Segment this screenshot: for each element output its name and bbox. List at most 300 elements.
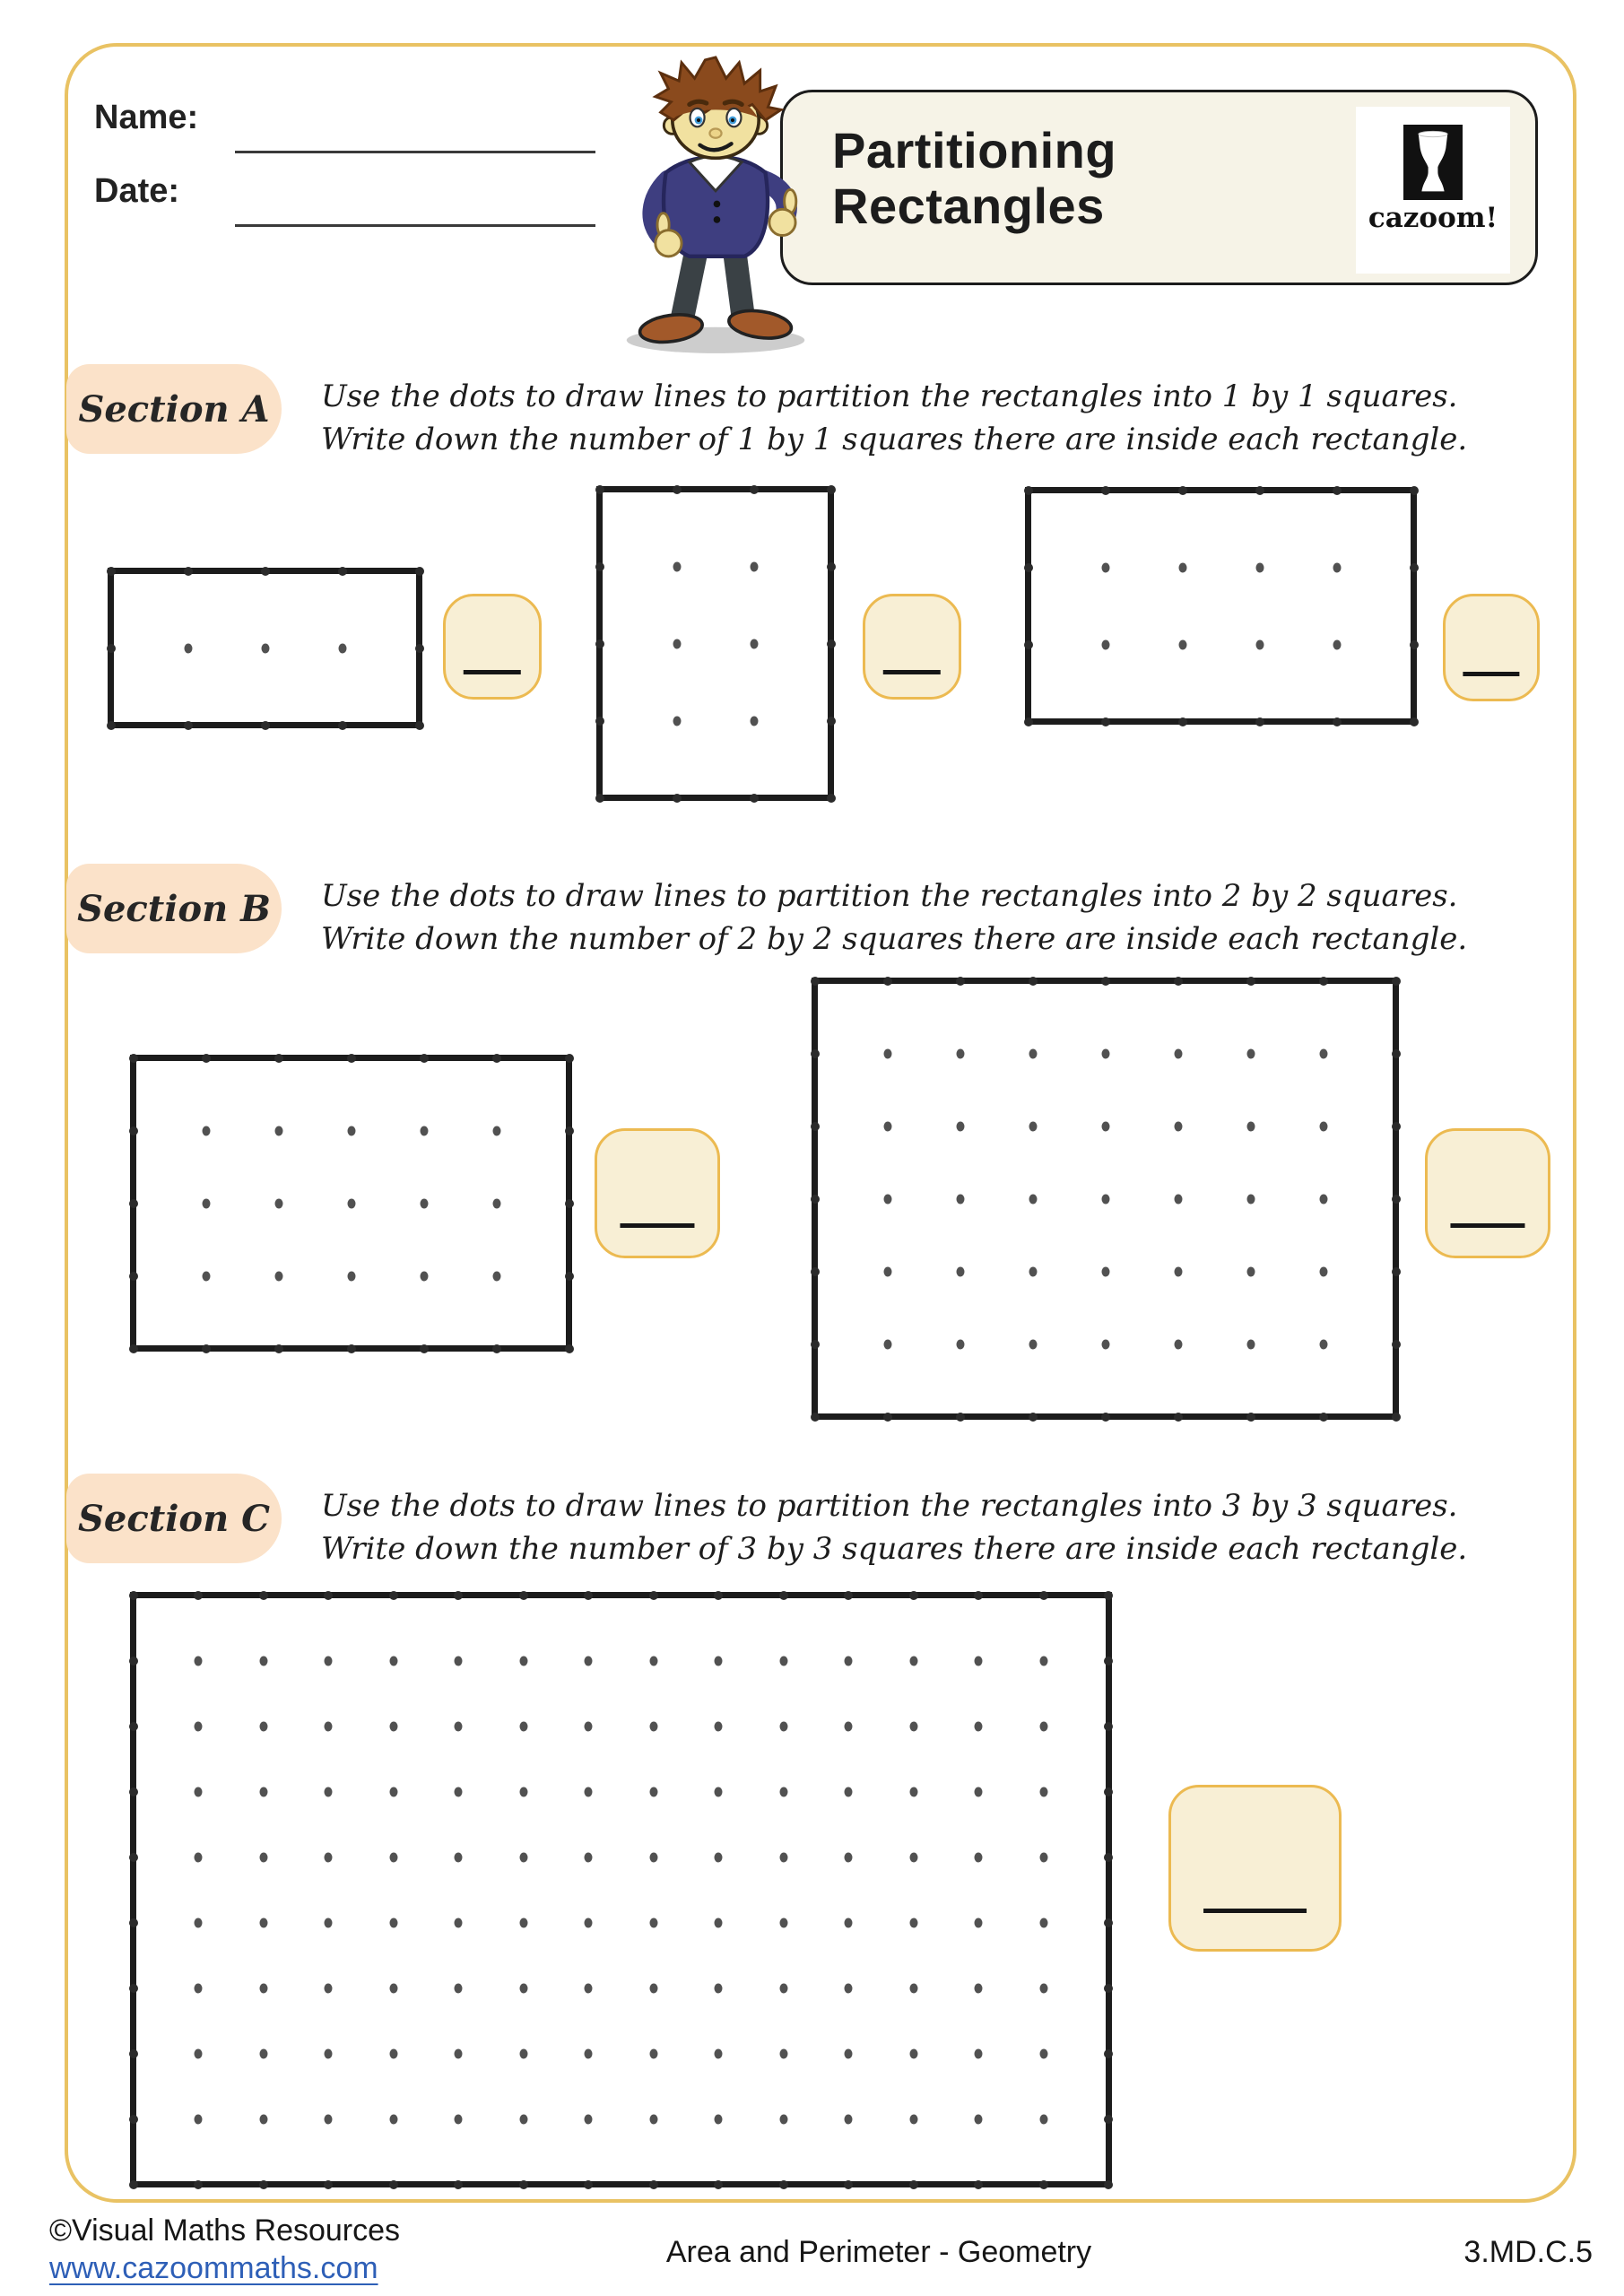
date-label: Date: [94,172,180,210]
grid-dot [259,1787,267,1796]
grid-dot [325,2048,333,2058]
answer-blank-line-a2[interactable] [883,670,941,674]
edge-dot [811,1122,820,1131]
edge-dot [1039,1591,1048,1600]
grid-dot [845,1721,853,1731]
answer-box-c1[interactable] [1168,1785,1342,1952]
section-b-instructions [321,874,1505,961]
grid-dot [389,2048,397,2058]
edge-dot [1392,1195,1401,1204]
edge-dot [1024,718,1033,726]
grid-dot [1101,562,1109,572]
grid-dot [389,1721,397,1731]
edge-dot [595,485,604,494]
answer-box-a3[interactable] [1443,594,1540,701]
edge-dot [194,1591,203,1600]
edge-dot [827,562,836,571]
edge-dot [956,1413,965,1422]
edge-dot [415,567,424,576]
section-a-instructions [321,375,1505,461]
edge-dot [909,1591,918,1600]
grid-dot [779,1787,787,1796]
grid-dot [585,1721,593,1731]
edge-dot [1104,1984,1113,1993]
grid-dot [519,1656,527,1665]
section-a-instruction-line-2: Write down the number of 1 by 1 squares there are inside each rectangle. [321,422,1468,457]
grid-dot [202,1271,210,1281]
edge-dot [1174,1413,1183,1422]
edge-dot [129,1054,138,1063]
edge-dot [274,1054,283,1063]
partition-rectangle-b2[interactable] [812,978,1399,1420]
answer-box-a2[interactable] [863,594,961,700]
edge-dot [1410,640,1419,649]
edge-dot [595,639,604,648]
grid-dot [585,1656,593,1665]
edge-dot [974,2180,983,2189]
edge-dot [324,1591,333,1600]
edge-dot [389,2180,398,2189]
edge-dot [565,1126,574,1135]
grid-dot [389,1787,397,1796]
grid-dot [519,1852,527,1862]
grid-dot [195,1852,203,1862]
grid-dot [1246,1266,1255,1276]
edge-dot [750,485,759,494]
edge-dot [324,2180,333,2189]
grid-dot [420,1198,428,1208]
edge-dot [565,1054,574,1063]
grid-dot [1029,1194,1037,1204]
edge-dot [1104,1787,1113,1796]
mascot-boy-icon [585,52,847,353]
grid-dot [1319,1121,1327,1131]
mascot-boy-illustration [585,52,847,353]
grid-dot [1319,1048,1327,1058]
edge-dot [261,721,270,730]
grid-dot [909,1852,917,1862]
edge-dot [129,2180,138,2189]
grid-dot [519,1787,527,1796]
edge-dot [129,1918,138,1927]
section-c-instruction-line-1: Use the dots to draw lines to partition the rectangles into 3 by 3 squares. [321,1488,1458,1524]
edge-dot [129,1787,138,1796]
grid-dot [1319,1194,1327,1204]
grid-dot [325,2114,333,2124]
footer-website-link[interactable]: www.cazoommaths.com [49,2251,378,2285]
grid-dot [715,1656,723,1665]
grid-dot [750,561,758,571]
edge-dot [1104,2049,1113,2058]
grid-dot [845,1656,853,1665]
grid-dot [325,1787,333,1796]
grid-dot [259,1918,267,1927]
grid-dot [1039,1918,1047,1927]
grid-dot [1246,1048,1255,1058]
edge-dot [194,2180,203,2189]
grid-dot [779,1918,787,1927]
answer-blank-line-b2[interactable] [1450,1223,1524,1228]
edge-dot [1246,1413,1255,1422]
edge-dot [1104,1722,1113,1731]
grid-dot [274,1198,282,1208]
grid-dot [779,1721,787,1731]
edge-dot [492,1054,501,1063]
grid-dot [325,1983,333,1993]
grid-dot [325,1852,333,1862]
grid-dot [195,1721,203,1731]
grid-dot [1174,1048,1182,1058]
grid-dot [261,643,269,653]
grid-dot [975,1787,983,1796]
grid-dot [649,1983,657,1993]
edge-dot [1101,486,1110,495]
grid-dot [845,1983,853,1993]
grid-dot [909,1721,917,1731]
grid-dot [585,1918,593,1927]
edge-dot [107,721,116,730]
grid-dot [1174,1121,1182,1131]
grid-dot [1333,639,1341,649]
grid-dot [347,1271,355,1281]
grid-dot [259,2048,267,2058]
edge-dot [779,2180,788,2189]
edge-dot [129,1126,138,1135]
edge-dot [259,1591,268,1600]
edge-dot [1101,977,1110,986]
grid-dot [274,1126,282,1135]
edge-dot [1029,1413,1038,1422]
edge-dot [129,1657,138,1665]
edge-dot [827,794,836,803]
grid-dot [673,561,681,571]
partition-rectangle-a1[interactable] [108,568,422,728]
grid-dot [338,643,346,653]
grid-dot [519,1983,527,1993]
grid-dot [715,2114,723,2124]
grid-dot [1101,1339,1109,1349]
grid-dot [1039,1721,1047,1731]
grid-dot [779,2114,787,2124]
grid-dot [975,1983,983,1993]
grid-dot [1101,1121,1109,1131]
edge-dot [1024,563,1033,572]
grid-dot [325,1656,333,1665]
grid-dot [184,643,192,653]
edge-dot [595,717,604,726]
grid-dot [715,1983,723,1993]
edge-dot [673,794,682,803]
edge-dot [673,485,682,494]
name-label: Name: [94,99,199,136]
grid-dot [259,1852,267,1862]
grid-dot [585,2048,593,2058]
edge-dot [811,1413,820,1422]
cazoom-logo-text: cazoom! [1368,202,1498,234]
grid-dot [975,1852,983,1862]
grid-dot [909,2048,917,2058]
edge-dot [129,1272,138,1281]
grid-dot [649,2114,657,2124]
edge-dot [261,567,270,576]
grid-dot [779,1983,787,1993]
grid-dot [1246,1194,1255,1204]
grid-dot [347,1198,355,1208]
edge-dot [956,977,965,986]
partition-rectangle-a3[interactable] [1025,487,1417,725]
cazoom-logo [1356,107,1510,274]
grid-dot [195,2114,203,2124]
edge-dot [1333,718,1342,726]
grid-dot [975,2048,983,2058]
partition-rectangle-c1[interactable] [130,1592,1112,2187]
grid-dot [325,1721,333,1731]
grid-dot [274,1271,282,1281]
edge-dot [1178,486,1187,495]
grid-dot [492,1126,500,1135]
edge-dot [827,639,836,648]
edge-dot [1246,977,1255,986]
edge-dot [274,1344,283,1353]
answer-box-b1[interactable] [595,1128,720,1258]
edge-dot [811,1195,820,1204]
grid-dot [750,716,758,726]
rectangle-border [596,486,834,801]
edge-dot [129,1984,138,1993]
grid-dot [195,1656,203,1665]
grid-dot [202,1198,210,1208]
edge-dot [1392,1340,1401,1349]
edge-dot [1255,718,1264,726]
edge-dot [1024,486,1033,495]
grid-dot [389,2114,397,2124]
edge-dot [1101,718,1110,726]
edge-dot [565,1199,574,1208]
grid-dot [715,1918,723,1927]
grid-dot [389,1918,397,1927]
grid-dot [909,1787,917,1796]
answer-blank-line-b1[interactable] [620,1223,694,1228]
grid-dot [519,2114,527,2124]
edge-dot [202,1344,211,1353]
grid-dot [883,1339,891,1349]
grid-dot [1333,562,1341,572]
grid-dot [492,1198,500,1208]
edge-dot [883,977,892,986]
answer-box-b2[interactable] [1425,1128,1550,1258]
grid-dot [1039,1787,1047,1796]
grid-dot [195,1787,203,1796]
grid-dot [1178,639,1186,649]
edge-dot [1392,1413,1401,1422]
date-input-line[interactable] [235,224,595,227]
grid-dot [1174,1194,1182,1204]
edge-dot [420,1344,429,1353]
grid-dot [1178,562,1186,572]
edge-dot [338,567,347,576]
edge-dot [827,485,836,494]
grid-dot [455,1983,463,1993]
edge-dot [779,1591,788,1600]
grid-dot [259,2114,267,2124]
grid-dot [492,1271,500,1281]
grid-dot [585,1983,593,1993]
section-b-instruction-line-2: Write down the number of 2 by 2 squares there are inside each rectangle. [321,921,1468,957]
edge-dot [811,1267,820,1276]
grid-dot [673,716,681,726]
grid-dot [389,1656,397,1665]
grid-dot [715,1787,723,1796]
grid-dot [750,639,758,648]
partition-rectangle-a2[interactable] [596,486,834,801]
grid-dot [909,1983,917,1993]
edge-dot [844,1591,853,1600]
grid-dot [883,1048,891,1058]
answer-blank-line-c1[interactable] [1203,1909,1307,1913]
grid-dot [1319,1339,1327,1349]
grid-dot [259,1656,267,1665]
rectangle-border [130,1592,1112,2187]
grid-dot [519,1918,527,1927]
title-line-1: Partitioning [832,122,1117,178]
grid-dot [1039,2114,1047,2124]
edge-dot [827,717,836,726]
grid-dot [259,1983,267,1993]
edge-dot [129,2115,138,2124]
edge-dot [1174,977,1183,986]
edge-dot [909,2180,918,2189]
rectangle-border [1025,487,1417,725]
section-c-label: Section C [66,1474,282,1563]
title-line-2: Rectangles [832,178,1105,234]
edge-dot [420,1054,429,1063]
grid-dot [649,2048,657,2058]
grid-dot [1029,1339,1037,1349]
grid-dot [975,2114,983,2124]
edge-dot [649,2180,658,2189]
grid-dot [673,639,681,648]
section-a-label: Section A [66,364,282,454]
grid-dot [649,1918,657,1927]
edge-dot [519,1591,528,1600]
edge-dot [184,567,193,576]
grid-dot [1246,1339,1255,1349]
grid-dot [845,1852,853,1862]
edge-dot [259,2180,268,2189]
edge-dot [595,794,604,803]
edge-dot [1319,977,1328,986]
grid-dot [845,2048,853,2058]
edge-dot [129,2049,138,2058]
grid-dot [347,1126,355,1135]
grid-dot [1039,1852,1047,1862]
edge-dot [338,721,347,730]
cazoom-drum-icon [1403,125,1463,200]
grid-dot [649,1787,657,1796]
grid-dot [1101,1266,1109,1276]
grid-dot [1029,1121,1037,1131]
edge-dot [974,1591,983,1600]
section-b-label: Section B [66,864,282,953]
section-b-instruction-line-1: Use the dots to draw lines to partition the rectangles into 2 by 2 squares. [321,878,1458,914]
grid-dot [1174,1339,1182,1349]
edge-dot [129,1199,138,1208]
grid-dot [455,1721,463,1731]
name-input-line[interactable] [235,151,595,153]
edge-dot [649,1591,658,1600]
edge-dot [492,1344,501,1353]
grid-dot [195,1983,203,1993]
grid-dot [779,1852,787,1862]
edge-dot [584,2180,593,2189]
partition-rectangle-b1[interactable] [130,1055,572,1352]
edge-dot [1392,1049,1401,1058]
grid-dot [845,1787,853,1796]
grid-dot [420,1271,428,1281]
grid-dot [1319,1266,1327,1276]
grid-dot [420,1126,428,1135]
edge-dot [347,1344,356,1353]
edge-dot [714,2180,723,2189]
grid-dot [455,1787,463,1796]
edge-dot [1104,1853,1113,1862]
grid-dot [909,1656,917,1665]
grid-dot [1255,639,1264,649]
grid-dot [202,1126,210,1135]
grid-dot [259,1721,267,1731]
edge-dot [1029,977,1038,986]
edge-dot [1410,718,1419,726]
answer-blank-line-a3[interactable] [1463,672,1519,676]
grid-dot [715,1852,723,1862]
edge-dot [1104,1918,1113,1927]
grid-dot [845,1918,853,1927]
grid-dot [1101,639,1109,649]
edge-dot [519,2180,528,2189]
footer-standard-code: 3.MD.C.5 [1463,2235,1593,2269]
worksheet-title-box [780,90,1538,285]
grid-dot [975,1656,983,1665]
edge-dot [1104,1591,1113,1600]
grid-dot [1101,1194,1109,1204]
edge-dot [1104,2180,1113,2189]
grid-dot [649,1852,657,1862]
grid-dot [779,1656,787,1665]
grid-dot [1029,1048,1037,1058]
grid-dot [883,1121,891,1131]
grid-dot [519,1721,527,1731]
edge-dot [129,1722,138,1731]
grid-dot [649,1656,657,1665]
grid-dot [909,1918,917,1927]
grid-dot [455,1656,463,1665]
edge-dot [1410,486,1419,495]
grid-dot [585,1787,593,1796]
grid-dot [1174,1266,1182,1276]
grid-dot [1039,1983,1047,1993]
grid-dot [1029,1266,1037,1276]
answer-blank-line-a1[interactable] [464,670,521,674]
edge-dot [107,644,116,653]
grid-dot [1246,1121,1255,1131]
grid-dot [389,1983,397,1993]
edge-dot [129,1853,138,1862]
section-a-instruction-line-1: Use the dots to draw lines to partition the rectangles into 1 by 1 squares. [321,378,1458,414]
answer-box-a1[interactable] [443,594,542,700]
edge-dot [595,562,604,571]
grid-dot [455,2114,463,2124]
grid-dot [975,1918,983,1927]
